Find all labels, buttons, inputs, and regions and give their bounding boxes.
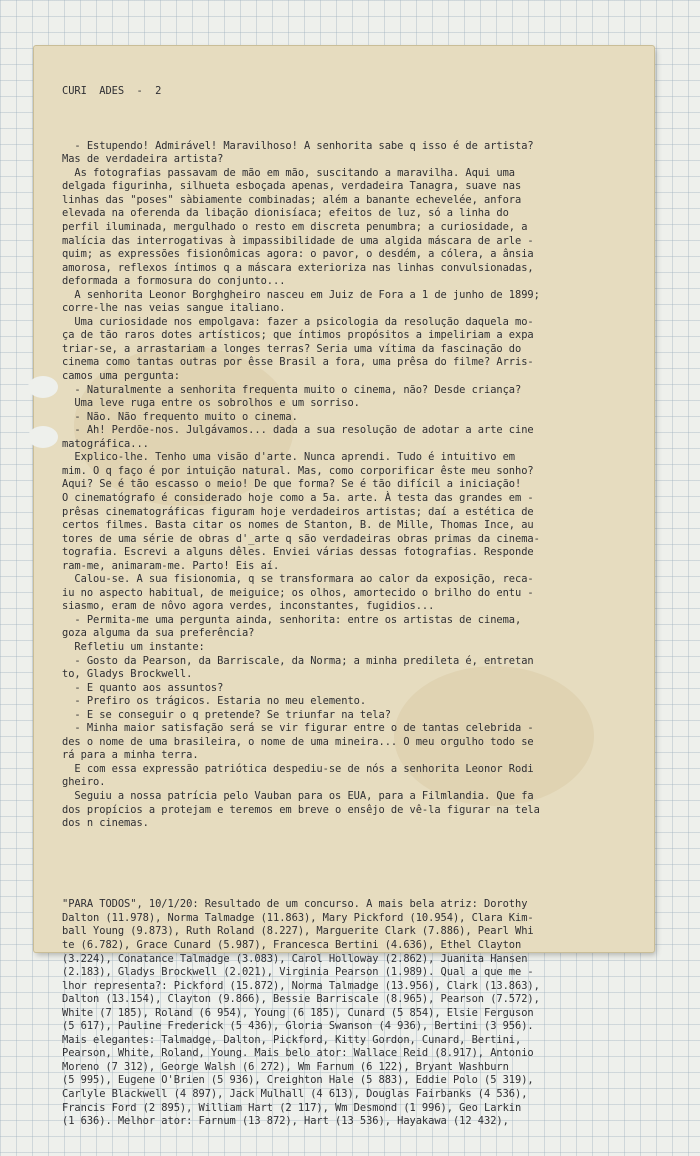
text-line: corre-lhe nas veias sangue italiano.: [62, 302, 286, 315]
text-line: delgada figurinha, silhueta esboçada apenas, verdadeira Tanagra, suave nas: [62, 180, 522, 193]
text-line: Explico-lhe. Tenho uma visão d'arte. Nunca aprendi. Tudo é intuitivo em: [62, 451, 516, 464]
text-line: Mas de verdadeira artista?: [62, 153, 224, 166]
text-line: tografia. Escrevi a alguns dêles. Enviei várias dessas fotografias. Responde: [62, 546, 534, 559]
text-line: (2.183), Gladys Brockwell (2.021), Virginia Pearson (1.989). Qual a que me -: [62, 966, 534, 979]
article-section: [62, 140, 642, 831]
text-line: iu no aspecto habitual, de meiguice; os olhos, amortecido o brilho do entu -: [62, 586, 534, 599]
text-line: White (7 185), Roland (6 954), Young (6 185), Cunard (5 854), Elsie Ferguson: [62, 1006, 534, 1019]
text-line: quim; as expressões fisionômicas agora: o pavor, o desdém, a cólera, a ânsia: [62, 248, 534, 261]
text-line: deformada a formosura do conjunto...: [62, 275, 286, 288]
text-line: siasmo, eram de nôvo agora verdes, inconstantes, fugidios...: [62, 600, 435, 613]
text-line: des o nome de uma brasileira, o nome de uma mineira... O meu orgulho todo se: [62, 735, 534, 748]
text-line: - Estupendo! Admirável! Maravilhoso! A senhorita sabe q isso é de artista?: [62, 139, 534, 152]
text-line: mim. O q faço é por intuição natural. Mas, como corporificar êste meu sonho?: [62, 464, 534, 477]
text-line: gheiro.: [62, 776, 106, 789]
text-line: "PARA TODOS", 10/1/20: Resultado de um concurso. A mais bela atriz: Dorothy: [62, 898, 528, 911]
text-line: Dalton (13.154), Clayton (9.866), Bessie Barriscale (8.965), Pearson (7.572),: [62, 993, 540, 1006]
text-line: - Prefiro os trágicos. Estaria no meu elemento.: [62, 695, 367, 708]
text-line: lhor representa?: Pickford (15.872), Norma Talmadge (13.956), Clark (13.863),: [62, 979, 540, 992]
text-line: tores de uma série de obras d'_arte q são verdadeiras obras primas da cinema-: [62, 532, 540, 545]
text-line: cinema como tantas outras por êsse Brasil a fora, uma prêsa do filme? Arris-: [62, 356, 534, 369]
page-text: [62, 58, 642, 1156]
text-line: Calou-se. A sua fisionomia, q se transformara ao calor da exposição, reca-: [62, 573, 534, 586]
text-line: (3.224), Conatance Talmadge (3.083), Carol Holloway (2.862), Juanita Hansen: [62, 952, 528, 965]
text-line: - Naturalmente a senhorita frequenta muito o cinema, não? Desde criança?: [62, 383, 522, 396]
text-line: amorosa, reflexos íntimos q a máscara exterioriza nas linhas convulsionadas,: [62, 261, 534, 274]
contest-results-section: [62, 898, 642, 1128]
text-line: Dalton (11.978), Norma Talmadge (11.863), Mary Pickford (10.954), Clara Kim-: [62, 911, 534, 924]
text-line: (5 617), Pauline Frederick (5 436), Gloria Swanson (4 936), Bertini (3 956).: [62, 1020, 534, 1033]
text-line: Moreno (7 312), George Walsh (6 272), Wm Farnum (6 122), Bryant Washburn: [62, 1060, 509, 1073]
text-line: malícia das interrogativas à impassibilidade de uma algida máscara de arle -: [62, 234, 534, 247]
text-line: goza alguma da sua preferência?: [62, 627, 255, 640]
page-header: CURI ADES - 2: [62, 85, 162, 98]
text-line: ça de tão raros dotes artísticos; que íntimos propósitos a impeliriam a expa: [62, 329, 534, 342]
text-line: to, Gladys Brockwell.: [62, 668, 193, 681]
text-line: Uma leve ruga entre os sobrolhos e um sorriso.: [62, 397, 360, 410]
text-line: linhas das "poses" sàbiamente combinadas; além a banante echevelée, anfora: [62, 193, 522, 206]
text-line: A senhorita Leonor Borghgheiro nasceu em Juiz de Fora a 1 de junho de 1899;: [62, 288, 540, 301]
text-line: E com essa expressão patriótica despediu-se de nós a senhorita Leonor Rodi: [62, 762, 534, 775]
text-line: rá para a minha terra.: [62, 749, 199, 762]
text-line: (1 636). Melhor ator: Farnum (13 872), Hart (13 536), Hayakawa (12 432),: [62, 1115, 509, 1128]
text-line: Carlyle Blackwell (4 897), Jack Mulhall (4 613), Douglas Fairbanks (4 536),: [62, 1088, 528, 1101]
text-line: certos filmes. Basta citar os nomes de Stanton, B. de Mille, Thomas Ince, au: [62, 519, 534, 532]
text-line: - E quanto aos assuntos?: [62, 681, 224, 694]
text-line: As fotografias passavam de mão em mão, suscitando a maravilha. Aqui uma: [62, 166, 516, 179]
text-line: - Gosto da Pearson, da Barriscale, da Norma; a minha predileta é, entretan: [62, 654, 534, 667]
text-line: prêsas cinematográficas figuram hoje verdadeiros artistas; daí a estética de: [62, 505, 534, 518]
text-line: dos n cinemas.: [62, 817, 149, 830]
text-line: perfil iluminada, mergulhado o resto em discreta penumbra; a curiosidade, a: [62, 221, 528, 234]
punched-hole: [28, 426, 58, 448]
text-line: Francis Ford (2 895), William Hart (2 117), Wm Desmond (1 996), Geo Larkin: [62, 1101, 522, 1114]
text-line: te (6.782), Grace Cunard (5.987), Francesca Bertini (4.636), Ethel Clayton: [62, 939, 522, 951]
text-line: Seguiu a nossa patrícia pelo Vauban para os EUA, para a Filmlandia. Que fa: [62, 789, 534, 802]
text-line: Mais elegantes: Talmadge, Dalton, Pickford, Kitty Gordon, Cunard, Bertini,: [62, 1033, 522, 1046]
text-line: camos uma pergunta:: [62, 370, 180, 383]
text-line: Uma curiosidade nos empolgava: fazer a psicologia da resolução daquela mo-: [62, 315, 534, 328]
text-line: elevada na oferenda da libação dionisíaca; efeitos de luz, só a linha do: [62, 207, 509, 220]
text-line: - Minha maior satisfação será se vir figurar entre o de tantas celebrida -: [62, 722, 534, 735]
text-line: matográfica...: [62, 437, 149, 450]
text-line: dos propícios a protejam e teremos em breve o ensêjo de vê-la figurar na tela: [62, 803, 540, 816]
text-line: - Não. Não frequento muito o cinema.: [62, 410, 298, 423]
text-line: - Ah! Perdõe-nos. Julgávamos... dada a sua resolução de adotar a arte cine: [62, 424, 534, 437]
text-line: Pearson, White, Roland, Young. Mais belo ator: Wallace Reid (8.917), Antonio: [62, 1047, 534, 1060]
text-line: triar-se, a arrastariam a longes terras? Seria uma vítima da fascinação do: [62, 342, 522, 355]
punched-hole: [28, 376, 58, 398]
text-line: - Permita-me uma pergunta ainda, senhorita: entre os artistas de cinema,: [62, 613, 522, 626]
text-line: ram-me, animaram-me. Parto! Eis aí.: [62, 559, 280, 572]
text-line: Aqui? Se é tão escasso o meio! De que forma? Se é tão difícil a iniciação!: [62, 478, 522, 491]
text-line: - E se conseguir o q pretende? Se triunfar na tela?: [62, 708, 391, 721]
text-line: Refletiu um instante:: [62, 640, 205, 653]
text-line: (5 995), Eugene O'Brien (5 936), Creighton Hale (5 883), Eddie Polo (5 319),: [62, 1074, 534, 1087]
text-line: ball Young (9.873), Ruth Roland (8.227), Marguerite Clark (7.886), Pearl Whi: [62, 925, 534, 938]
text-line: O cinematógrafo é considerado hoje como a 5a. arte. À testa das grandes em -: [62, 491, 534, 504]
typewritten-page: [34, 46, 654, 1128]
